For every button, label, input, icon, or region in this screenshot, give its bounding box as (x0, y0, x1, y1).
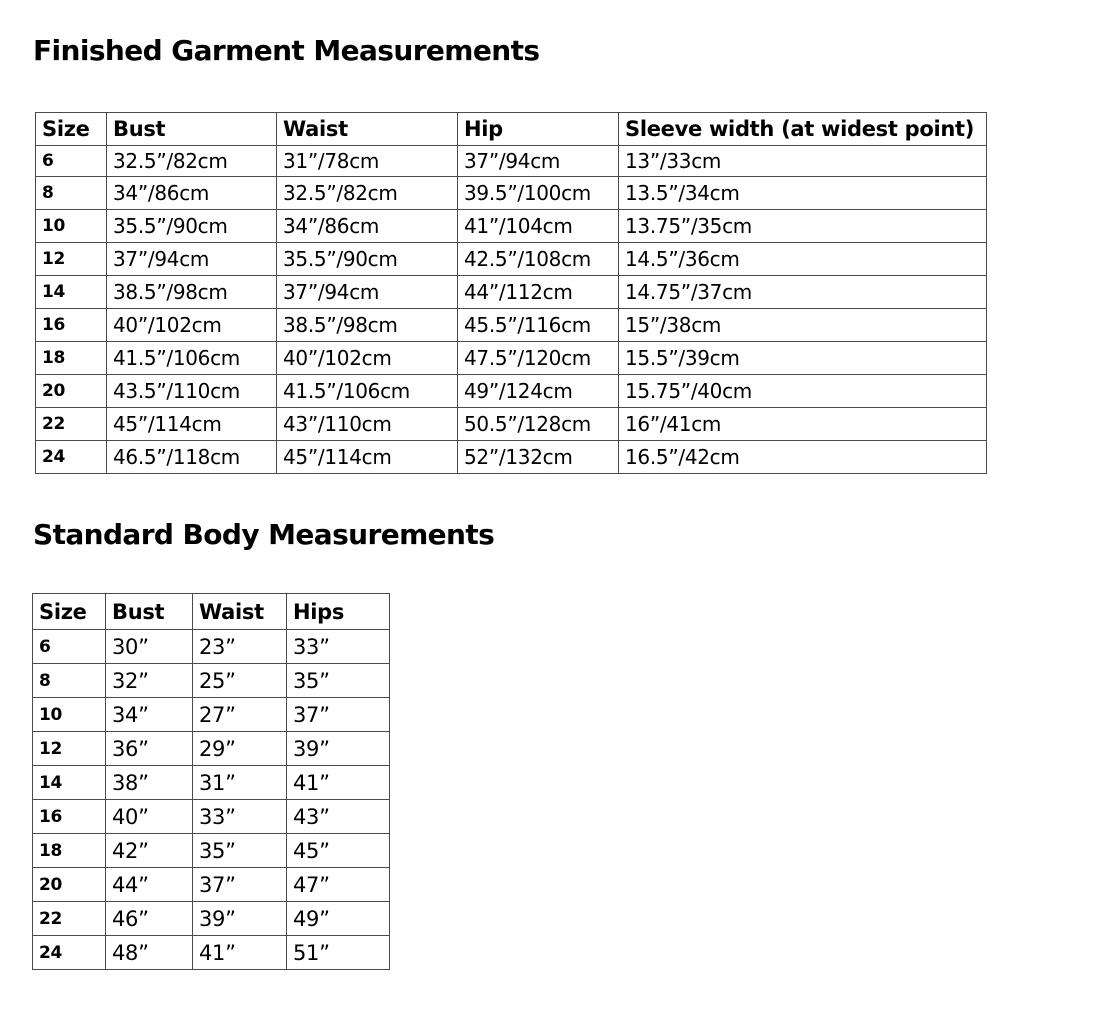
bust-cell: 48” (106, 936, 193, 970)
table-row (33, 800, 390, 834)
table-row (33, 868, 390, 902)
bust-cell: 32” (106, 664, 193, 698)
size-cell: 12 (36, 243, 107, 276)
size-cell: 22 (33, 902, 106, 936)
bust-cell: 30” (106, 630, 193, 664)
bust-cell: 40” (106, 800, 193, 834)
size-cell: 14 (36, 276, 107, 309)
waist-cell: 35.5”/90cm (277, 243, 458, 276)
bust-cell: 32.5”/82cm (107, 146, 277, 177)
size-cell: 6 (33, 630, 106, 664)
hips-cell: 33” (287, 630, 390, 664)
hips-cell: 39” (287, 732, 390, 766)
hips-cell: 35” (287, 664, 390, 698)
waist-cell: 27” (193, 698, 287, 732)
size-cell: 12 (33, 732, 106, 766)
table-row (36, 408, 987, 441)
sleeve-width-cell: 16”/41cm (619, 408, 987, 441)
sleeve-width-cell: 14.75”/37cm (619, 276, 987, 309)
table-row (33, 766, 390, 800)
sleeve-width-cell: 14.5”/36cm (619, 243, 987, 276)
sleeve-width-cell: 13”/33cm (619, 146, 987, 177)
size-cell: 8 (33, 664, 106, 698)
column-header-hips: Hips (287, 594, 390, 630)
standard-body-header-row (33, 594, 390, 630)
hip-cell: 52”/132cm (458, 441, 619, 474)
bust-cell: 43.5”/110cm (107, 375, 277, 408)
table-row (36, 210, 987, 243)
sleeve-width-cell: 15.5”/39cm (619, 342, 987, 375)
size-cell: 16 (33, 800, 106, 834)
size-cell: 8 (36, 177, 107, 210)
bust-cell: 38” (106, 766, 193, 800)
standard-body-table (32, 593, 390, 970)
standard-body-heading: Standard Body Measurements (33, 518, 495, 551)
hip-cell: 37”/94cm (458, 146, 619, 177)
column-header-bust: Bust (107, 113, 277, 146)
waist-cell: 37” (193, 868, 287, 902)
bust-cell: 44” (106, 868, 193, 902)
column-header-waist: Waist (277, 113, 458, 146)
waist-cell: 35” (193, 834, 287, 868)
waist-cell: 34”/86cm (277, 210, 458, 243)
hip-cell: 45.5”/116cm (458, 309, 619, 342)
size-cell: 18 (36, 342, 107, 375)
hip-cell: 42.5”/108cm (458, 243, 619, 276)
table-row (36, 309, 987, 342)
waist-cell: 31”/78cm (277, 146, 458, 177)
size-cell: 14 (33, 766, 106, 800)
hips-cell: 43” (287, 800, 390, 834)
hip-cell: 49”/124cm (458, 375, 619, 408)
size-cell: 24 (33, 936, 106, 970)
table-row (36, 243, 987, 276)
column-header-hip: Hip (458, 113, 619, 146)
hip-cell: 44”/112cm (458, 276, 619, 309)
hips-cell: 51” (287, 936, 390, 970)
hips-cell: 41” (287, 766, 390, 800)
bust-cell: 45”/114cm (107, 408, 277, 441)
bust-cell: 38.5”/98cm (107, 276, 277, 309)
sleeve-width-cell: 16.5”/42cm (619, 441, 987, 474)
table-row (36, 146, 987, 177)
size-cell: 10 (36, 210, 107, 243)
size-cell: 24 (36, 441, 107, 474)
waist-cell: 23” (193, 630, 287, 664)
bust-cell: 46.5”/118cm (107, 441, 277, 474)
size-cell: 18 (33, 834, 106, 868)
hip-cell: 50.5”/128cm (458, 408, 619, 441)
size-cell: 22 (36, 408, 107, 441)
table-row (33, 698, 390, 732)
waist-cell: 45”/114cm (277, 441, 458, 474)
hips-cell: 47” (287, 868, 390, 902)
size-cell: 6 (36, 146, 107, 177)
bust-cell: 34”/86cm (107, 177, 277, 210)
bust-cell: 42” (106, 834, 193, 868)
bust-cell: 35.5”/90cm (107, 210, 277, 243)
table-row (33, 834, 390, 868)
table-row (33, 902, 390, 936)
hip-cell: 41”/104cm (458, 210, 619, 243)
waist-cell: 43”/110cm (277, 408, 458, 441)
finished-garment-table (35, 112, 987, 474)
bust-cell: 46” (106, 902, 193, 936)
table-row (36, 441, 987, 474)
bust-cell: 37”/94cm (107, 243, 277, 276)
size-cell: 10 (33, 698, 106, 732)
waist-cell: 33” (193, 800, 287, 834)
bust-cell: 41.5”/106cm (107, 342, 277, 375)
sleeve-width-cell: 15.75”/40cm (619, 375, 987, 408)
sleeve-width-cell: 15”/38cm (619, 309, 987, 342)
bust-cell: 34” (106, 698, 193, 732)
waist-cell: 41.5”/106cm (277, 375, 458, 408)
size-cell: 16 (36, 309, 107, 342)
table-row (33, 664, 390, 698)
waist-cell: 38.5”/98cm (277, 309, 458, 342)
hip-cell: 47.5”/120cm (458, 342, 619, 375)
table-row (36, 342, 987, 375)
waist-cell: 41” (193, 936, 287, 970)
size-cell: 20 (33, 868, 106, 902)
waist-cell: 31” (193, 766, 287, 800)
column-header-bust: Bust (106, 594, 193, 630)
size-cell: 20 (36, 375, 107, 408)
table-row (33, 732, 390, 766)
finished-garment-header-row (36, 113, 987, 146)
hip-cell: 39.5”/100cm (458, 177, 619, 210)
bust-cell: 40”/102cm (107, 309, 277, 342)
column-header-size: Size (33, 594, 106, 630)
column-header-sleeve-width: Sleeve width (at widest point) (619, 113, 987, 146)
column-header-waist: Waist (193, 594, 287, 630)
standard-body-table-body (33, 594, 390, 970)
hips-cell: 45” (287, 834, 390, 868)
sleeve-width-cell: 13.5”/34cm (619, 177, 987, 210)
bust-cell: 36” (106, 732, 193, 766)
waist-cell: 39” (193, 902, 287, 936)
table-row (33, 936, 390, 970)
waist-cell: 29” (193, 732, 287, 766)
hips-cell: 37” (287, 698, 390, 732)
waist-cell: 37”/94cm (277, 276, 458, 309)
table-row (33, 630, 390, 664)
waist-cell: 25” (193, 664, 287, 698)
finished-garment-heading: Finished Garment Measurements (33, 34, 540, 67)
sleeve-width-cell: 13.75”/35cm (619, 210, 987, 243)
column-header-size: Size (36, 113, 107, 146)
table-row (36, 375, 987, 408)
table-row (36, 276, 987, 309)
table-row (36, 177, 987, 210)
waist-cell: 40”/102cm (277, 342, 458, 375)
finished-garment-table-body (36, 113, 987, 474)
hips-cell: 49” (287, 902, 390, 936)
waist-cell: 32.5”/82cm (277, 177, 458, 210)
